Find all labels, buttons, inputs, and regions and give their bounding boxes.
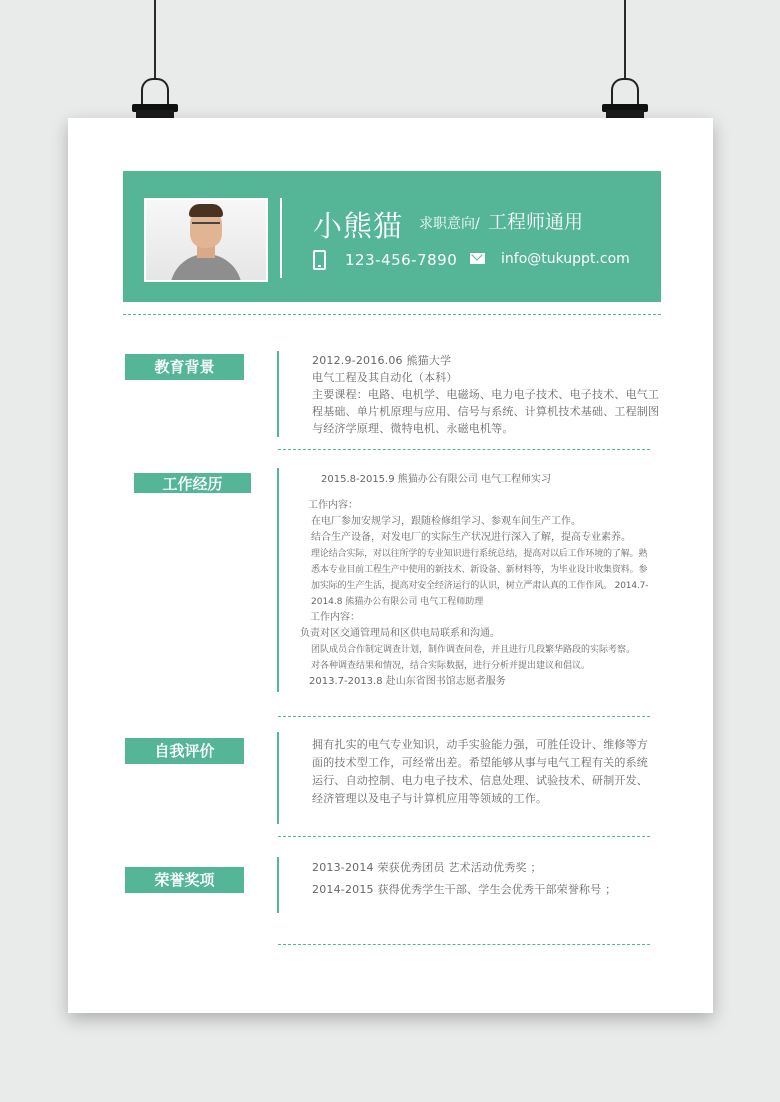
education-dashed-divider bbox=[278, 449, 650, 450]
self-evaluation-line: 经济管理以及电子与计算机应用等领域的工作。 bbox=[312, 792, 548, 805]
self-evaluation-dashed-divider bbox=[278, 836, 650, 837]
work-line: 结合生产设备，对发电厂的实际生产状况进行深入了解，提高专业素养。 bbox=[311, 532, 631, 543]
work-vertical-line bbox=[277, 468, 279, 692]
hanging-wire-right bbox=[624, 0, 626, 80]
resume-header bbox=[123, 171, 661, 302]
work-line: 加实际的生产生活，提高对安全经济运行的认识，树立严肃认真的工作作风。 2014.7- bbox=[311, 581, 649, 591]
work-line: 对各种调查结果和情况，结合实际数据，进行分析并提出建议和倡议。 bbox=[311, 661, 591, 671]
header-dashed-divider bbox=[123, 314, 661, 315]
self-evaluation-line: 运行、自动控制、电力电子技术、信息处理、试验技术、研制开发、 bbox=[312, 774, 648, 787]
education-line: 电气工程及其自动化（本科） bbox=[312, 371, 458, 384]
work-line: 工作内容： bbox=[310, 612, 360, 623]
education-line: 主要课程：电路、电机学、电磁场、电力电子技术、电子技术、电气工 bbox=[312, 388, 660, 401]
resume-paper bbox=[68, 118, 713, 1013]
work-line: 在电厂参加安规学习，跟随检修组学习、参观车间生产工作。 bbox=[311, 516, 581, 527]
work-line: 团队成员合作制定调查计划，制作调查问卷，并且进行几段繁华路段的实际考察。 bbox=[311, 645, 636, 655]
work-line: 悉本专业目前工程生产中使用的新技术、新设备、新材料等，为毕业设计收集资料。参 bbox=[311, 565, 648, 575]
section-label-education: 教育背景 bbox=[125, 354, 244, 380]
section-label-self-evaluation: 自我评价 bbox=[125, 738, 244, 764]
honors-vertical-line bbox=[277, 857, 279, 913]
work-line: 2013.7-2013.8 赴山东省图书馆志愿者服务 bbox=[309, 676, 506, 687]
education-line: 2012.9-2016.06 熊猫大学 bbox=[312, 354, 452, 367]
candidate-name: 小熊猫 bbox=[313, 209, 404, 243]
work-dashed-divider bbox=[278, 716, 650, 717]
section-label-honors: 荣誉奖项 bbox=[125, 867, 244, 893]
self-evaluation-line: 拥有扎实的电气专业知识，动手实验能力强，可胜任设计、维修等方 bbox=[312, 738, 648, 751]
work-line: 工作内容： bbox=[308, 500, 358, 511]
honors-dashed-divider bbox=[278, 944, 650, 945]
work-line: 理论结合实际，对以往所学的专业知识进行系统总结，提高对以后工作环境的了解。熟 bbox=[311, 549, 648, 559]
job-target: 工程师通用 bbox=[488, 211, 584, 233]
education-vertical-line bbox=[277, 351, 279, 437]
profile-photo bbox=[144, 198, 268, 282]
honor-line: 2013-2014 荣获优秀团员 艺术活动优秀奖 ； bbox=[312, 861, 542, 874]
header-divider bbox=[280, 198, 282, 278]
self-evaluation-line: 面的技术型工作，可经常出差。希望能够从事与电气工程有关的系统 bbox=[312, 756, 648, 769]
education-line: 与经济学原理、微特电机、永磁电机等。 bbox=[312, 422, 514, 435]
education-line: 程基础、单片机原理与应用、信号与系统、计算机技术基础、工程制图 bbox=[312, 405, 660, 418]
email-address: info@tukuppt.com bbox=[501, 251, 630, 267]
hanging-wire-left bbox=[154, 0, 156, 80]
work-line: 2014.8 熊猫办公有限公司 电气工程师助理 bbox=[311, 597, 484, 607]
self-evaluation-vertical-line bbox=[277, 732, 279, 824]
phone-number: 123-456-7890 bbox=[345, 251, 458, 269]
mail-icon bbox=[470, 253, 485, 264]
phone-icon bbox=[313, 250, 326, 270]
honor-line: 2014-2015 获得优秀学生干部、学生会优秀干部荣誉称号 ； bbox=[312, 883, 617, 896]
section-label-work: 工作经历 bbox=[134, 473, 251, 493]
work-line: 负责对区交通管理局和区供电局联系和沟通。 bbox=[300, 628, 500, 639]
work-line: 2015.8-2015.9 熊猫办公有限公司 电气工程师实习 bbox=[321, 474, 551, 485]
job-target-label: 求职意向/ bbox=[419, 216, 480, 232]
